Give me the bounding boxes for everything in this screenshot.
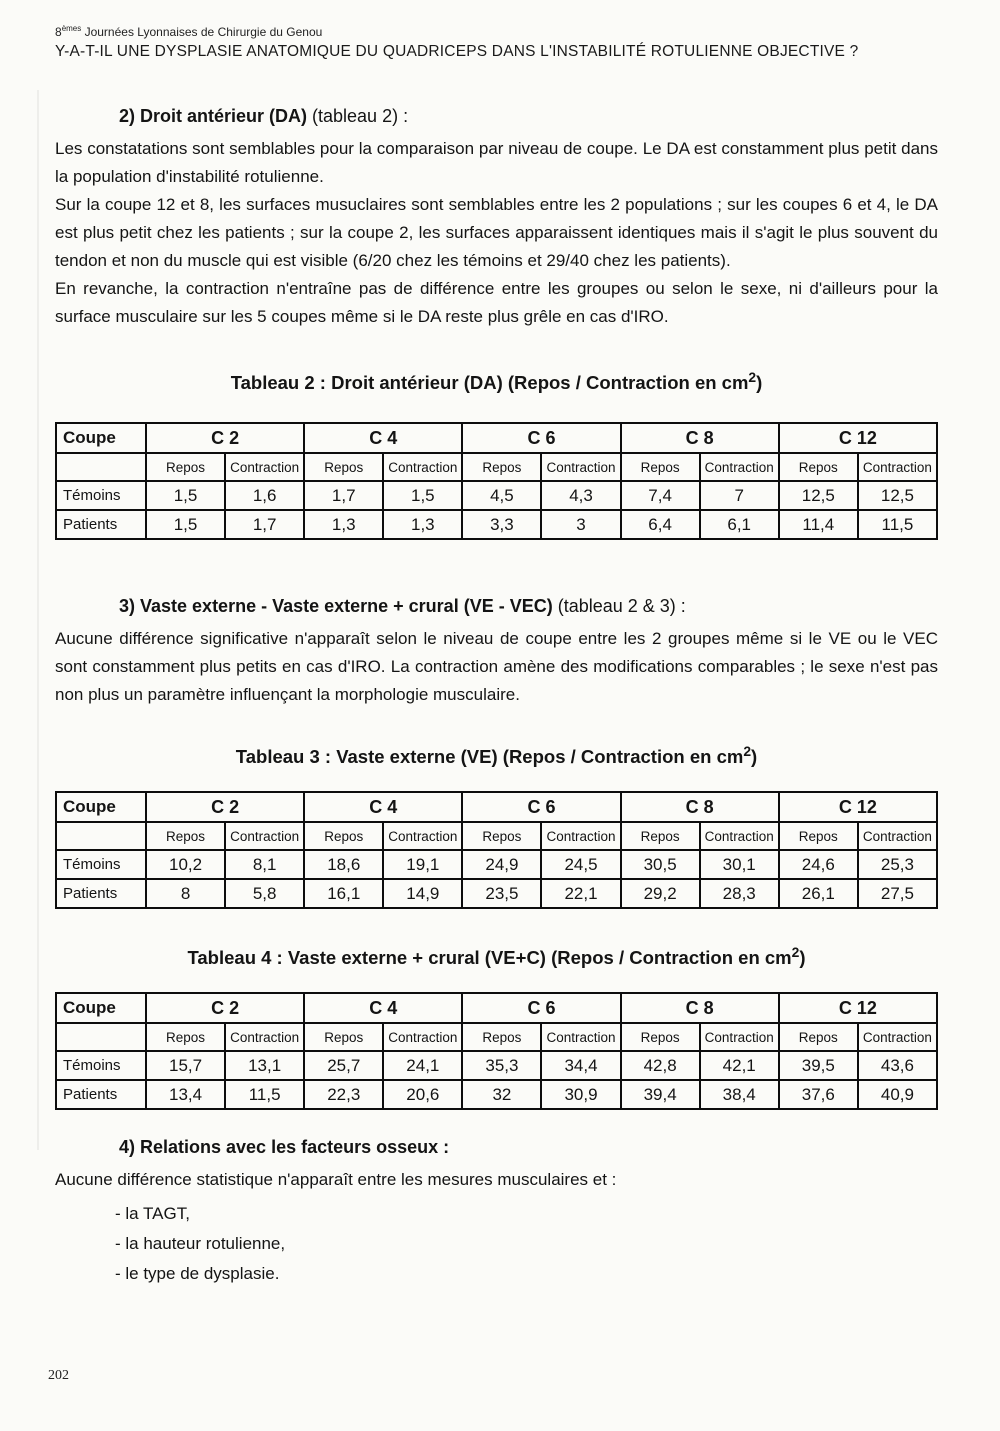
bullet-item: - la hauteur rotulienne,: [115, 1234, 286, 1254]
table-subheader: Contraction: [541, 822, 620, 850]
table-row: [56, 1080, 937, 1109]
table-value-cell: 1,6: [225, 481, 304, 510]
table-value-cell: 39,4: [621, 1080, 700, 1109]
table-value-cell: 3,3: [462, 510, 541, 539]
table-group-header: C 2: [146, 993, 304, 1023]
table-value-cell: 11,4: [779, 510, 858, 539]
table-subheader: Contraction: [700, 453, 779, 481]
paragraph: Aucune différence significative n'apparaît selon le niveau de coupe entre les 2 groupes même si le VE ou le VEC sont constamment plus petits en cas d'IRO. La contraction amène des modifications comparables ; le sexe n'est pas non plus un paramètre influençant la morphologie musculaire.: [55, 629, 938, 705]
table-2-title-text: Tableau 2 : Droit antérieur (DA) (Repos / Contraction en cm: [230, 372, 749, 394]
table-subheader: Repos: [304, 453, 383, 481]
table-value-cell: 39,5: [779, 1051, 858, 1080]
table-value-cell: 7: [700, 481, 779, 510]
table-value-cell: 30,9: [541, 1080, 620, 1109]
table-value-cell: 22,1: [541, 879, 620, 908]
table-group-header: C 4: [304, 423, 462, 453]
table-value-cell: 24,5: [541, 850, 620, 879]
table-subheader: Repos: [146, 1023, 225, 1051]
bullet-list: [55, 1199, 938, 1289]
table-value-cell: 27,5: [858, 879, 937, 908]
table-value-cell: 37,6: [779, 1080, 858, 1109]
table-subheader: Repos: [462, 822, 541, 850]
table-value-cell: 35,3: [462, 1051, 541, 1080]
table-subheader: Contraction: [858, 822, 937, 850]
table-group-header: C 2: [146, 792, 304, 822]
table-value-cell: 22,3: [304, 1080, 383, 1109]
table-subheader: Contraction: [541, 453, 620, 481]
table-subheader: Contraction: [858, 453, 937, 481]
table-vaste-externe: [55, 791, 938, 909]
table-value-cell: 1,7: [225, 510, 304, 539]
table-subheader: Repos: [304, 822, 383, 850]
table-blank-cell: [56, 822, 146, 850]
table-value-cell: 12,5: [779, 481, 858, 510]
table-group-header: C 6: [462, 993, 620, 1023]
table-subheader: Repos: [462, 453, 541, 481]
table-droit-anterieur: [55, 422, 938, 540]
table-value-cell: 1,5: [146, 481, 225, 510]
table-vaste-externe-crural: [55, 992, 938, 1110]
table-row: [56, 481, 937, 510]
section-4-heading: [55, 1135, 938, 1159]
table-value-cell: 8: [146, 879, 225, 908]
table-subheader: Contraction: [383, 822, 462, 850]
table-group-header: C 4: [304, 993, 462, 1023]
table-row-label: Patients: [56, 1080, 146, 1109]
table-3-title: [55, 738, 938, 770]
table-value-cell: 1,5: [146, 510, 225, 539]
table-subheader: Contraction: [225, 1023, 304, 1051]
table-value-cell: 11,5: [858, 510, 937, 539]
data-table: [55, 791, 938, 909]
table-4-title-text: Tableau 4 : Vaste externe + crural (VE+C) (Repos / Contraction en cm: [187, 947, 792, 969]
table-value-cell: 1,7: [304, 481, 383, 510]
table-subheader: Contraction: [700, 1023, 779, 1051]
paragraph: En revanche, la contraction n'entraîne pas de différence entre les groupes ou selon le sexe, ni d'ailleurs pour la surface musculaire sur les 5 coupes même si le DA reste plus grêle en cas d'IRO.: [55, 279, 938, 326]
table-group-header: C 8: [621, 993, 779, 1023]
bullet-item: - la TAGT,: [115, 1204, 190, 1224]
journal-superscript: èmes: [61, 24, 82, 33]
table-value-cell: 26,1: [779, 879, 858, 908]
table-2-title: [55, 364, 938, 396]
scan-artifact-line: [37, 90, 39, 1150]
section-3-heading-rest: (tableau 2 & 3) :: [552, 596, 686, 617]
table-row-label: Témoins: [56, 1051, 146, 1080]
table-subheader: Repos: [621, 453, 700, 481]
table-value-cell: 29,2: [621, 879, 700, 908]
table-value-cell: 5,8: [225, 879, 304, 908]
table-value-cell: 6,4: [621, 510, 700, 539]
table-value-cell: 4,3: [541, 481, 620, 510]
table-3-title-text: Tableau 3 : Vaste externe (VE) (Repos / Contraction en cm: [235, 746, 744, 768]
table-subheader: Contraction: [700, 822, 779, 850]
paragraph: Aucune différence statistique n'apparaît entre les mesures musculaires et :: [55, 1170, 617, 1190]
table-value-cell: 24,9: [462, 850, 541, 879]
table-subheader: Repos: [146, 453, 225, 481]
journal-name: Journées Lyonnaises de Chirurgie du Genou: [81, 25, 323, 39]
table-group-header: C 12: [779, 792, 937, 822]
table-value-cell: 28,3: [700, 879, 779, 908]
table-group-header: C 12: [779, 993, 937, 1023]
table-value-cell: 24,1: [383, 1051, 462, 1080]
table-group-header: C 12: [779, 423, 937, 453]
table-3-title-superscript: 2: [743, 743, 752, 760]
section-2-heading: [55, 104, 938, 128]
data-table: [55, 422, 938, 540]
table-value-cell: 42,1: [700, 1051, 779, 1080]
table-value-cell: 30,5: [621, 850, 700, 879]
table-row-label: Patients: [56, 510, 146, 539]
table-corner-label: Coupe: [56, 792, 146, 822]
journal-prefix: 8: [55, 25, 62, 39]
table-row: [56, 510, 937, 539]
table-value-cell: 30,1: [700, 850, 779, 879]
table-group-header: C 8: [621, 423, 779, 453]
table-value-cell: 42,8: [621, 1051, 700, 1080]
table-2-title-close: ): [756, 372, 763, 394]
table-subheader: Repos: [621, 1023, 700, 1051]
table-value-cell: 6,1: [700, 510, 779, 539]
table-subheader: Repos: [621, 822, 700, 850]
table-3-title-close: ): [751, 746, 758, 768]
table-value-cell: 34,4: [541, 1051, 620, 1080]
table-value-cell: 1,3: [304, 510, 383, 539]
paragraph: Sur la coupe 12 et 8, les surfaces musuclaires sont semblables entre les 2 populations ; sur les coupes 6 et 4, le DA est plus petit chez les patients ; sur la coupe 2, les surfaces apparaissent identiques mais il s'agit le plus souvent du tendon et non du muscle qui est visible (6/20 chez les témoins et 29/40 chez les patients).: [55, 195, 938, 270]
table-row: [56, 850, 937, 879]
table-value-cell: 25,7: [304, 1051, 383, 1080]
table-value-cell: 10,2: [146, 850, 225, 879]
table-value-cell: 14,9: [383, 879, 462, 908]
table-blank-cell: [56, 1023, 146, 1051]
section-4-heading-bold: 4) Relations avec les facteurs osseux :: [119, 1137, 450, 1158]
table-corner-label: Coupe: [56, 993, 146, 1023]
paper-title: Y-A-T-IL UNE DYSPLASIE ANATOMIQUE DU QUADRICEPS DANS L'INSTABILITÉ ROTULIENNE OBJECTIVE ?: [55, 43, 859, 60]
table-group-header: C 8: [621, 792, 779, 822]
table-row: [56, 879, 937, 908]
table-row-label: Patients: [56, 879, 146, 908]
table-value-cell: 18,6: [304, 850, 383, 879]
table-subheader: Repos: [779, 1023, 858, 1051]
table-value-cell: 11,5: [225, 1080, 304, 1109]
table-subheader: Repos: [146, 822, 225, 850]
section-3-heading: [55, 594, 938, 618]
table-subheader: Contraction: [225, 822, 304, 850]
table-row-label: Témoins: [56, 850, 146, 879]
section-3-heading-bold: 3) Vaste externe - Vaste externe + crural (VE - VEC): [119, 596, 553, 617]
table-value-cell: 13,4: [146, 1080, 225, 1109]
section-2-heading-rest: (tableau 2) :: [307, 106, 409, 126]
paragraph: Les constatations sont semblables pour la comparaison par niveau de coupe. Le DA est constamment plus petit dans la population d'instabilité rotulienne.: [55, 139, 938, 186]
table-row-label: Témoins: [56, 481, 146, 510]
table-subheader: Contraction: [225, 453, 304, 481]
table-value-cell: 40,9: [858, 1080, 937, 1109]
table-value-cell: 19,1: [383, 850, 462, 879]
table-4-title-superscript: 2: [791, 944, 800, 961]
table-value-cell: 38,4: [700, 1080, 779, 1109]
table-subheader: Repos: [779, 822, 858, 850]
table-subheader: Repos: [779, 453, 858, 481]
table-value-cell: 15,7: [146, 1051, 225, 1080]
table-subheader: Contraction: [858, 1023, 937, 1051]
table-corner-label: Coupe: [56, 423, 146, 453]
table-value-cell: 43,6: [858, 1051, 937, 1080]
table-4-title: [55, 939, 938, 971]
table-subheader: Contraction: [383, 453, 462, 481]
table-4-title-close: ): [799, 947, 806, 969]
data-table: [55, 992, 938, 1110]
table-value-cell: 24,6: [779, 850, 858, 879]
table-value-cell: 8,1: [225, 850, 304, 879]
table-value-cell: 12,5: [858, 481, 937, 510]
table-value-cell: 7,4: [621, 481, 700, 510]
table-value-cell: 25,3: [858, 850, 937, 879]
table-value-cell: 1,5: [383, 481, 462, 510]
table-value-cell: 23,5: [462, 879, 541, 908]
table-subheader: Contraction: [541, 1023, 620, 1051]
table-blank-cell: [56, 453, 146, 481]
table-group-header: C 4: [304, 792, 462, 822]
table-row: [56, 1051, 937, 1080]
table-group-header: C 2: [146, 423, 304, 453]
table-group-header: C 6: [462, 423, 620, 453]
section-2-heading-bold: 2) Droit antérieur (DA): [119, 106, 308, 126]
table-value-cell: 3: [541, 510, 620, 539]
table-subheader: Contraction: [383, 1023, 462, 1051]
journal-header-line: [55, 22, 938, 39]
table-subheader: Repos: [462, 1023, 541, 1051]
table-2-title-superscript: 2: [748, 369, 757, 385]
table-value-cell: 13,1: [225, 1051, 304, 1080]
page-number: 202: [48, 1368, 69, 1383]
table-value-cell: 16,1: [304, 879, 383, 908]
table-value-cell: 20,6: [383, 1080, 462, 1109]
table-value-cell: 4,5: [462, 481, 541, 510]
table-value-cell: 32: [462, 1080, 541, 1109]
table-subheader: Repos: [304, 1023, 383, 1051]
bullet-item: - le type de dysplasie.: [115, 1264, 280, 1284]
table-group-header: C 6: [462, 792, 620, 822]
table-value-cell: 1,3: [383, 510, 462, 539]
